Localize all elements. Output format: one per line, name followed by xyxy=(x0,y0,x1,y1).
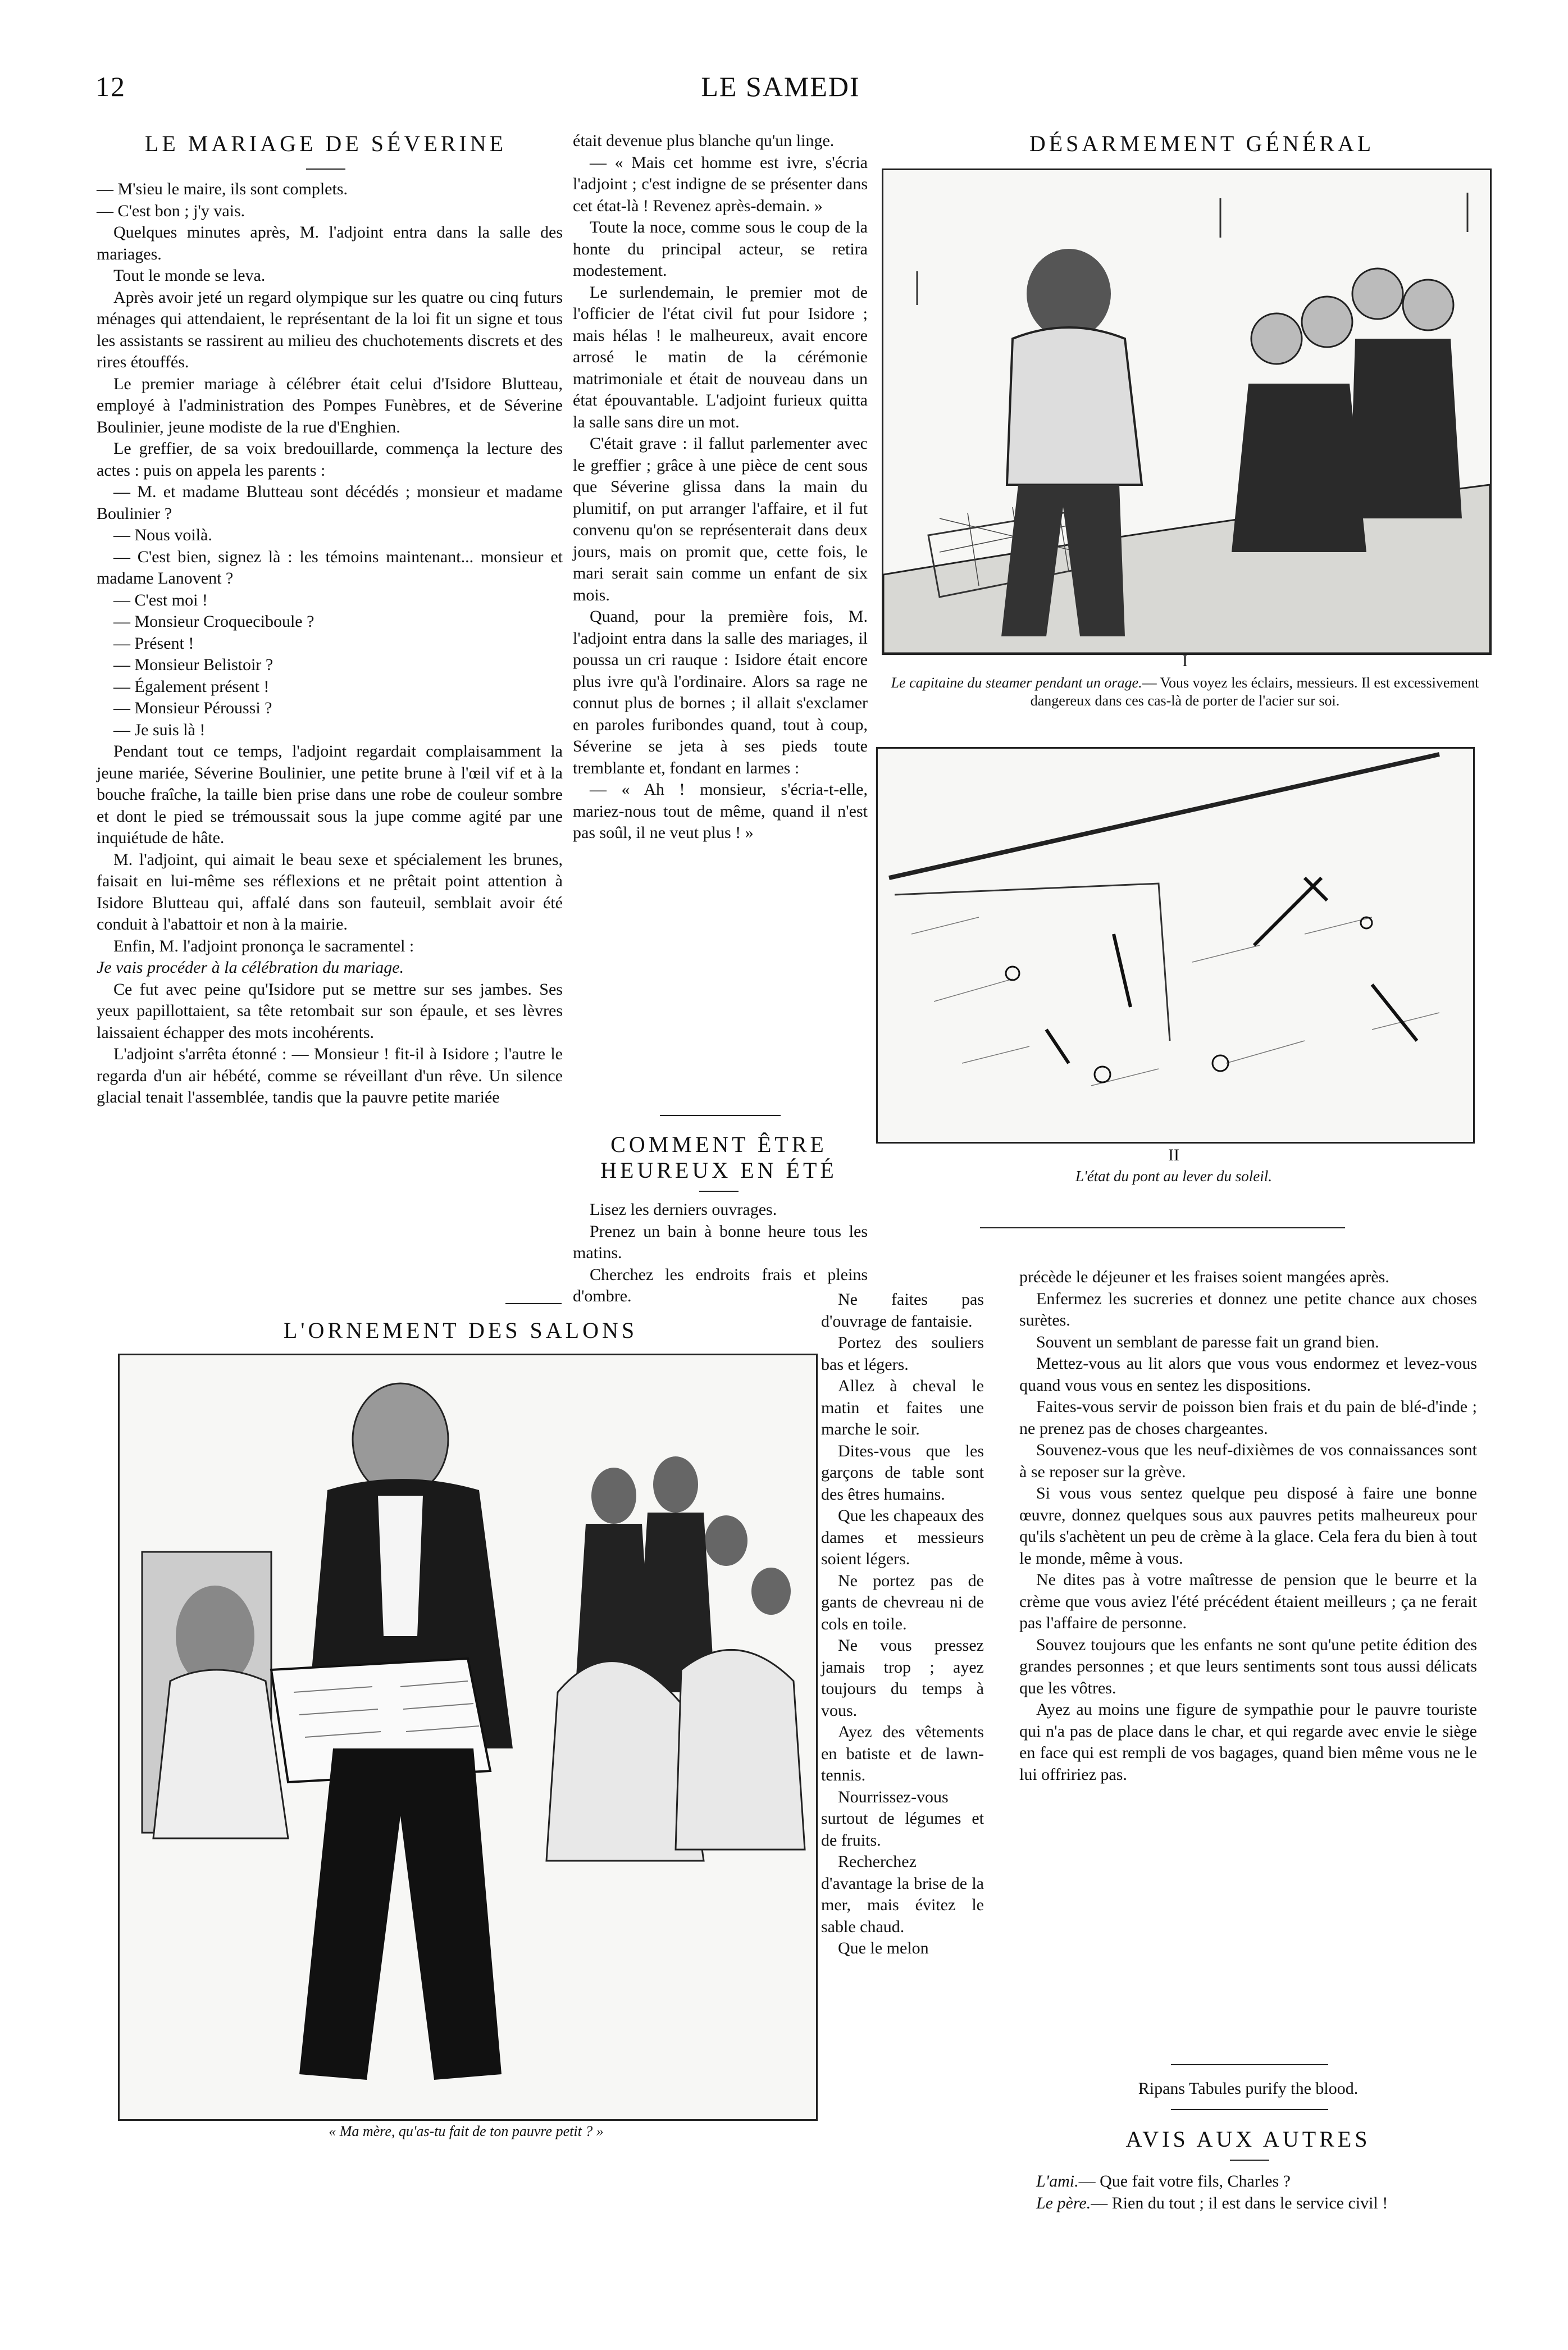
paragraph: Ne vous pressez jamais trop ; ayez toujours du temps à vous. xyxy=(821,1636,984,1720)
paragraph: — Présent ! xyxy=(113,634,194,653)
title-rule xyxy=(699,1191,739,1192)
section-rule xyxy=(980,1227,1345,1228)
dialogue-line xyxy=(1019,2171,1477,2193)
paragraph: — M. et madame Blutteau sont décédés ; monsieur et madame Boulinier ? xyxy=(97,482,563,523)
paragraph: — « Mais cet homme est ivre, s'écria l'adjoint ; c'est indigne de se présenter dans cet état-là ! Revenez après-demain. » xyxy=(573,153,868,215)
paragraph: Le surlendemain, le premier mot de l'officier de l'état civil fut pour Isidore ; mais hélas ! le malheureux, avait encore arrosé le matin de la cérémonie matrimoniale et était de nouveau dans un état épouvantable. L'adjoint furieux quitta la salle sans dire un mot. xyxy=(573,283,868,431)
paragraph: — Monsieur Péroussi ? xyxy=(113,699,272,717)
panel-number-1: I xyxy=(1182,652,1188,670)
paragraph: Le premier mariage à célébrer était celui d'Isidore Blutteau, employé à l'administration des Pompes Funèbres, et de Séverine Boulinier, jeune modiste de la rue d'Enghien. xyxy=(97,374,563,436)
paragraph: Enfermez les sucreries et donnez une petite chance aux choses surètes. xyxy=(1019,1289,1477,1329)
section-rule xyxy=(1171,2109,1328,2110)
paragraph: — C'est bien, signez là : les témoins maintenant... monsieur et madame Lanovent ? xyxy=(97,547,563,588)
paragraph: — C'est bon ; j'y vais. xyxy=(97,201,245,220)
paragraph: précède le déjeuner et les fraises soient mangées après. xyxy=(1019,1268,1389,1286)
speaker: Le père. xyxy=(1036,2193,1091,2212)
caption-text: — Vous voyez les éclairs, messieurs. Il est excessivement dangereux dans ces cas-là de porter de l'acier sur soi. xyxy=(1030,675,1479,709)
paragraph: C'était grave : il fallut parlementer avec le greffier ; grâce à une pièce de cent sous que Séverine glissa dans la main du plumitif, on put arranger l'affaire, et il fut convenu qu'on se représenterait dans deux jours, mais on promit que, cette fois, le mari serait sain comme un enfant de six mois. xyxy=(573,434,868,604)
steamer-captain-drawing xyxy=(883,170,1490,653)
cartoon-title-salons: L'ORNEMENT DES SALONS xyxy=(283,1318,638,1343)
story-avis-body xyxy=(1019,2171,1477,2214)
panel-number-2: II xyxy=(1168,1146,1179,1164)
paragraph: Souvez toujours que les enfants ne sont qu'une petite édition des grandes personnes ; et que leurs sentiments sont tous aussi délicats que les vôtres. xyxy=(1019,1635,1477,1697)
caption-italic: Le capitaine du steamer pendant un orage. xyxy=(891,675,1142,691)
line-text: — Que fait votre fils, Charles ? xyxy=(1078,2172,1291,2190)
illustration-salon-singer xyxy=(118,1354,818,2121)
paragraph: Souvent un semblant de paresse fait un grand bien. xyxy=(1036,1332,1379,1351)
story-ete-right-column xyxy=(1019,1267,1477,1786)
paragraph: Ayez au moins une figure de sympathie pour le pauvre touriste qui n'a pas de place dans le char, et qui regarde avec envie le siège en face qui est rempli de vos bagages, quand bien même vous ne le lui offririez pas. xyxy=(1019,1700,1477,1784)
paragraph: Que le melon xyxy=(838,1939,929,1957)
paragraph: — M'sieu le maire, ils sont complets. xyxy=(97,180,348,198)
story-title-ete: COMMENT ÊTRE HEUREUX EN ÉTÉ xyxy=(600,1132,837,1183)
paper-title: LE SAMEDI xyxy=(701,71,860,102)
paragraph: M. l'adjoint, qui aimait le beau sexe et spécialement les brunes, faisait en lui-même ses réflexions et ne prêtait point attention à Isidore Blutteau qui, affalé dans son fauteuil, semblait avoir été conduit à l'abattoir et non à la mairie. xyxy=(97,850,563,933)
paragraph: Je vais procéder à la célébration du mariage. xyxy=(97,958,404,977)
paragraph: — « Ah ! monsieur, s'écria-t-elle, mariez-nous tout de même, quand il n'est pas soûl, il ne veut plus ! » xyxy=(573,780,868,842)
story-ete-narrow-column xyxy=(821,1289,984,1960)
paragraph: Enfin, M. l'adjoint prononça le sacramentel : xyxy=(113,936,414,955)
page-number: 12 xyxy=(95,71,126,102)
panel-caption-1 xyxy=(882,674,1488,710)
paragraph: Mettez-vous au lit alors que vous vous endormez et levez-vous quand vous vous en sentez les dispositions. xyxy=(1019,1354,1477,1395)
paragraph: Lisez les derniers ouvrages. xyxy=(590,1200,777,1219)
paragraph: Pendant tout ce temps, l'adjoint regardait complaisamment la jeune mariée, Séverine Boulinier, une petite brune à l'œil vif et à la bouche fraîche, la taille bien prise dans une robe de couleur sombre et dont le pied se trémoussait sous la jupe comme agité par une inquiétude de hâte. xyxy=(97,742,563,847)
paragraph: Dites-vous que les garçons de table sont des êtres humains. xyxy=(821,1441,984,1504)
story-mariage-column-2 xyxy=(573,130,868,844)
dialogue-line xyxy=(1019,2193,1477,2215)
section-rule xyxy=(505,1303,562,1304)
title-rule xyxy=(1230,2160,1269,2161)
illustration-deck-at-sunrise xyxy=(876,747,1475,1144)
story-title-mariage: LE MARIAGE DE SÉVERINE xyxy=(144,131,507,156)
paragraph: Faites-vous servir de poisson bien frais et du pain de blé-d'inde ; ne prenez pas de choses chargeantes. xyxy=(1019,1397,1477,1438)
panel-caption-2: L'état du pont au lever du soleil. xyxy=(1075,1168,1272,1185)
section-rule xyxy=(660,1115,781,1116)
illustration-steamer-captain xyxy=(882,168,1492,655)
paragraph: — Également présent ! xyxy=(113,677,270,696)
paragraph: était devenue plus blanche qu'un linge. xyxy=(573,131,835,150)
paragraph: — C'est moi ! xyxy=(113,590,208,609)
paragraph: L'adjoint s'arrêta étonné : — Monsieur ! fit-il à Isidore ; l'autre le regarda d'un air hébété, comme se réveillant d'un rêve. Un silence glacial tenait l'assemblée, tandis que la pauvre petite mariée xyxy=(97,1045,563,1106)
paragraph: Après avoir jeté un regard olympique sur les quatre ou cinq futurs ménages qui attendaient, le représentant de la loi fit un signe et tous les assistants se rassirent au milieu des chuchotements discrets et des rires étouffés. xyxy=(97,288,563,371)
paragraph: Allez à cheval le matin et faites une marche le soir. xyxy=(821,1377,984,1438)
advertisement-line: Ripans Tabules purify the blood. xyxy=(1138,2079,1359,2098)
story-mariage-column-1 xyxy=(97,179,563,1109)
section-rule xyxy=(1171,2064,1328,2065)
paragraph: Portez des souliers bas et légers. xyxy=(821,1333,984,1374)
paragraph: Ce fut avec peine qu'Isidore put se mettre sur ses jambes. Ses yeux papillottaient, sa tête retombait sur son épaule, et ses lèvres laissaient échapper des mots incohérents. xyxy=(97,980,563,1042)
cartoon-title-desarmement: DÉSARMEMENT GÉNÉRAL xyxy=(1029,131,1375,156)
paragraph: Tout le monde se leva. xyxy=(113,266,266,285)
paragraph: Ne portez pas de gants de chevreau ni de cols en toile. xyxy=(821,1571,984,1633)
cartoon-caption-salons: « Ma mère, qu'as-tu fait de ton pauvre petit ? » xyxy=(329,2123,604,2139)
paragraph: Nourrissez-vous surtout de légumes et de fruits. xyxy=(821,1787,984,1850)
paragraph: Quand, pour la première fois, M. l'adjoint entra dans la salle des mariages, il poussa un cri rauque : Isidore était encore plus ivre qu'à l'ordinaire. Alors sa rage ne connut plus de bornes ; il allait s'exclamer en paroles furibondes quand, tout à coup, Séverine se jeta à ses pieds toute tremblante et, fondant en larmes : xyxy=(573,607,868,777)
paragraph: Ne faites pas d'ouvrage de fantaisie. xyxy=(821,1290,984,1331)
paragraph: Que les chapeaux des dames et messieurs soient légers. xyxy=(821,1506,984,1568)
paragraph: Ne dites pas à votre maîtresse de pension que le beurre et la crème que vous aviez l'été précédent étaient meilleurs ; ça ne ferait pas l'affaire de personne. xyxy=(1019,1570,1477,1632)
paragraph: Cherchez les endroits frais et pleins d'ombre. xyxy=(573,1265,868,1305)
paragraph: — Je suis là ! xyxy=(113,720,206,739)
paragraph: — Monsieur Croqueciboule ? xyxy=(113,612,314,631)
paragraph: — Nous voilà. xyxy=(113,526,212,544)
title-rule xyxy=(306,168,345,170)
paragraph: Si vous vous sentez quelque peu disposé à faire une bonne œuvre, donnez quelques sous aux pauvres petits malheureux pour qu'ils s'achètent un peu de crème à la glace. Cela fera du bien à tout le monde, même à vous. xyxy=(1019,1484,1477,1568)
salon-singer-drawing xyxy=(120,1355,816,2119)
line-text: — Rien du tout ; il est dans le service civil ! xyxy=(1091,2193,1388,2212)
paragraph: Prenez un bain à bonne heure tous les matins. xyxy=(573,1222,868,1262)
paragraph: Ayez des vêtements en batiste et de lawn-tennis. xyxy=(821,1723,984,1784)
paragraph: Quelques minutes après, M. l'adjoint entra dans la salle des mariages. xyxy=(97,223,563,263)
deck-at-sunrise-drawing xyxy=(878,749,1473,1142)
story-title-avis: AVIS AUX AUTRES xyxy=(1125,2126,1371,2152)
paragraph: Toute la noce, comme sous le coup de la honte du principal acteur, se retira modestement. xyxy=(573,218,868,280)
speaker: L'ami. xyxy=(1036,2172,1079,2190)
paragraph: Le greffier, de sa voix bredouillarde, commença la lecture des actes : puis on appela les parents : xyxy=(97,439,563,480)
paragraph: — Monsieur Belistoir ? xyxy=(113,655,274,674)
paragraph: Recherchez d'avantage la brise de la mer, mais évitez le sable chaud. xyxy=(821,1852,984,1936)
paragraph: Souvenez-vous que les neuf-dixièmes de vos connaissances sont à se reposer sur la grève. xyxy=(1019,1441,1477,1481)
